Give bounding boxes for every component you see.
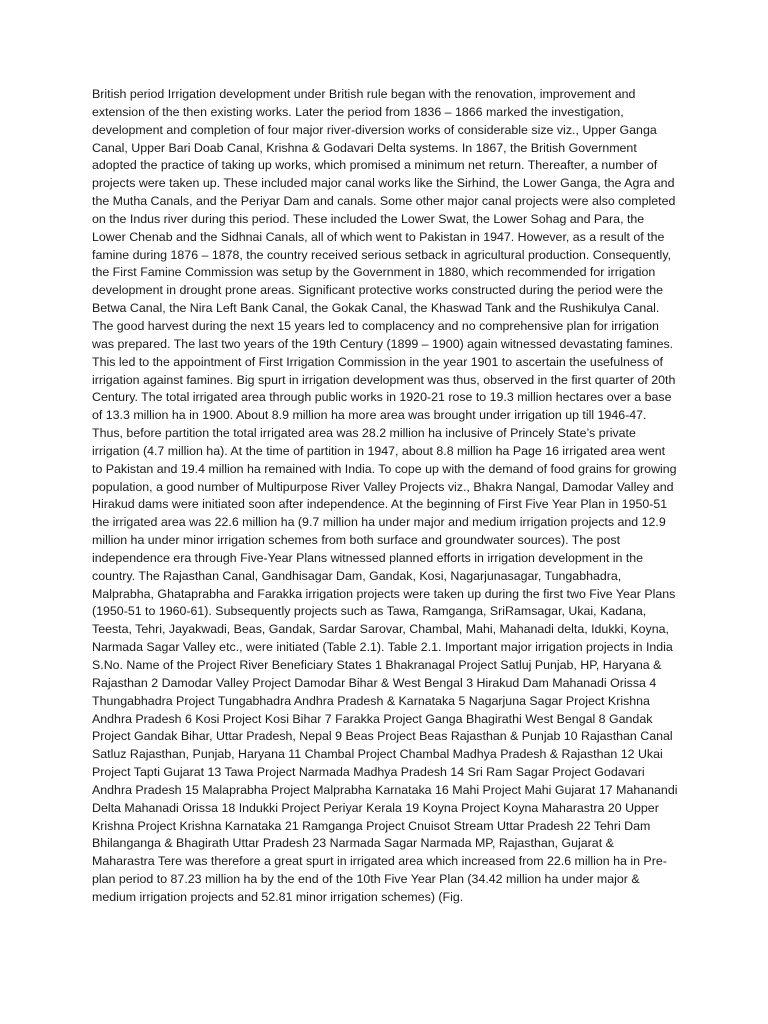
document-page — [92, 86, 678, 907]
body-paragraph: British period Irrigation development under British rule began with the renovation, improvement and extension of the then existing works. Later the period from 1836 – 1866 marked the investigation, development and completion of four major river-diversion works of considerable size viz., Upper Ganga Canal, Upper Bari Doab Canal, Krishna & Godavari Delta systems. In 1867, the British Government adopted the practice of taking up works, which promised a minimum net return. Thereafter, a number of projects were taken up. These included major canal works like the Sirhind, the Lower Ganga, the Agra and the Mutha Canals, and the Periyar Dam and canals. Some other major canal projects were also completed on the Indus river during this period. These included the Lower Swat, the Lower Sohag and Para, the Lower Chenab and the Sidhnai Canals, all of which went to Pakistan in 1947. However, as a result of the famine during 1876 – 1878, the country received serious setback in agricultural production. Consequently, the First Famine Commission was setup by the Government in 1880, which recommended for irrigation development in drought prone areas. Significant protective works constructed during the period were the Betwa Canal, the Nira Left Bank Canal, the Gokak Canal, the Khaswad Tank and the Rushikulya Canal. The good harvest during the next 15 years led to complacency and no comprehensive plan for irrigation was prepared. The last two years of the 19th Century (1899 – 1900) again witnessed devastating famines. This led to the appointment of First Irrigation Commission in the year 1901 to ascertain the usefulness of irrigation against famines. Big spurt in irrigation development was thus, observed in the first quarter of 20th Century. The total irrigated area through public works in 1920-21 rose to 19.3 million hectares over a base of 13.3 million ha in 1900. About 8.9 million ha more area was brought under irrigation up till 1946-47. Thus, before partition the total irrigated area was 28.2 million ha inclusive of Princely State’s private irrigation (4.7 million ha). At the time of partition in 1947, about 8.8 million ha Page 16 irrigated area went to Pakistan and 19.4 million ha remained with India. To cope up with the demand of food grains for growing population, a good number of Multipurpose River Valley Projects viz., Bhakra Nangal, Damodar Valley and Hirakud dams were initiated soon after independence. At the beginning of First Five Year Plan in 1950-51 the irrigated area was 22.6 million ha (9.7 million ha under major and medium irrigation projects and 12.9 million ha under minor irrigation schemes from both surface and groundwater sources). The post independence era through Five-Year Plans witnessed planned efforts in irrigation development in the country. The Rajasthan Canal, Gandhisagar Dam, Gandak, Kosi, Nagarjunasagar, Tungabhadra, Malprabha, Ghataprabha and Farakka irrigation projects were taken up during the first two Five Year Plans (1950-51 to 1960-61). Subsequently projects such as Tawa, Ramganga, SriRamsagar, Ukai, Kadana, Teesta, Tehri, Jayakwadi, Beas, Gandak, Sardar Sarovar, Chambal, Mahi, Mahanadi delta, Idukki, Koyna, Narmada Sagar Valley etc., were initiated (Table 2.1). Table 2.1. Important major irrigation projects in India S.No. Name of the Project River Beneficiary States 1 Bhakranagal Project Satluj Punjab, HP, Haryana & Rajasthan 2 Damodar Valley Project Damodar Bihar & West Bengal 3 Hirakud Dam Mahanadi Orissa 4 Thungabhadra Project Tungabhadra Andhra Pradesh & Karnataka 5 Nagarjuna Sagar Project Krishna Andhra Pradesh 6 Kosi Project Kosi Bihar 7 Farakka Project Ganga Bhagirathi West Bengal 8 Gandak Project Gandak Bihar, Uttar Pradesh, Nepal 9 Beas Project Beas Rajasthan & Punjab 10 Rajasthan Canal Satluz Rajasthan, Punjab, Haryana 11 Chambal Project Chambal Madhya Pradesh & Rajasthan 12 Ukai Project Tapti Gujarat 13 Tawa Project Narmada Madhya Pradesh 14 Sri Ram Sagar Project Godavari Andhra Pradesh 15 Malaprabha Project Malprabha Karnataka 16 Mahi Project Mahi Gujarat 17 Mahanandi Delta Mahanadi Orissa 18 Indukki Project Periyar Kerala 19 Koyna Project Koyna Maharastra 20 Upper Krishna Project Krishna Karnataka 21 Ramganga Project Cnuisot Stream Uttar Pradesh 22 Tehri Dam Bhilanganga & Bhagirath Uttar Pradesh 23 Narmada Sagar Narmada MP, Rajasthan, Gujarat & Maharastra Tere was therefore a great spurt in irrigated area which increased from 22.6 million ha in Pre-plan period to 87.23 million ha by the end of the 10th Five Year Plan (34.42 million ha under major & medium irrigation projects and 52.81 minor irrigation schemes) (Fig. — [92, 87, 678, 904]
